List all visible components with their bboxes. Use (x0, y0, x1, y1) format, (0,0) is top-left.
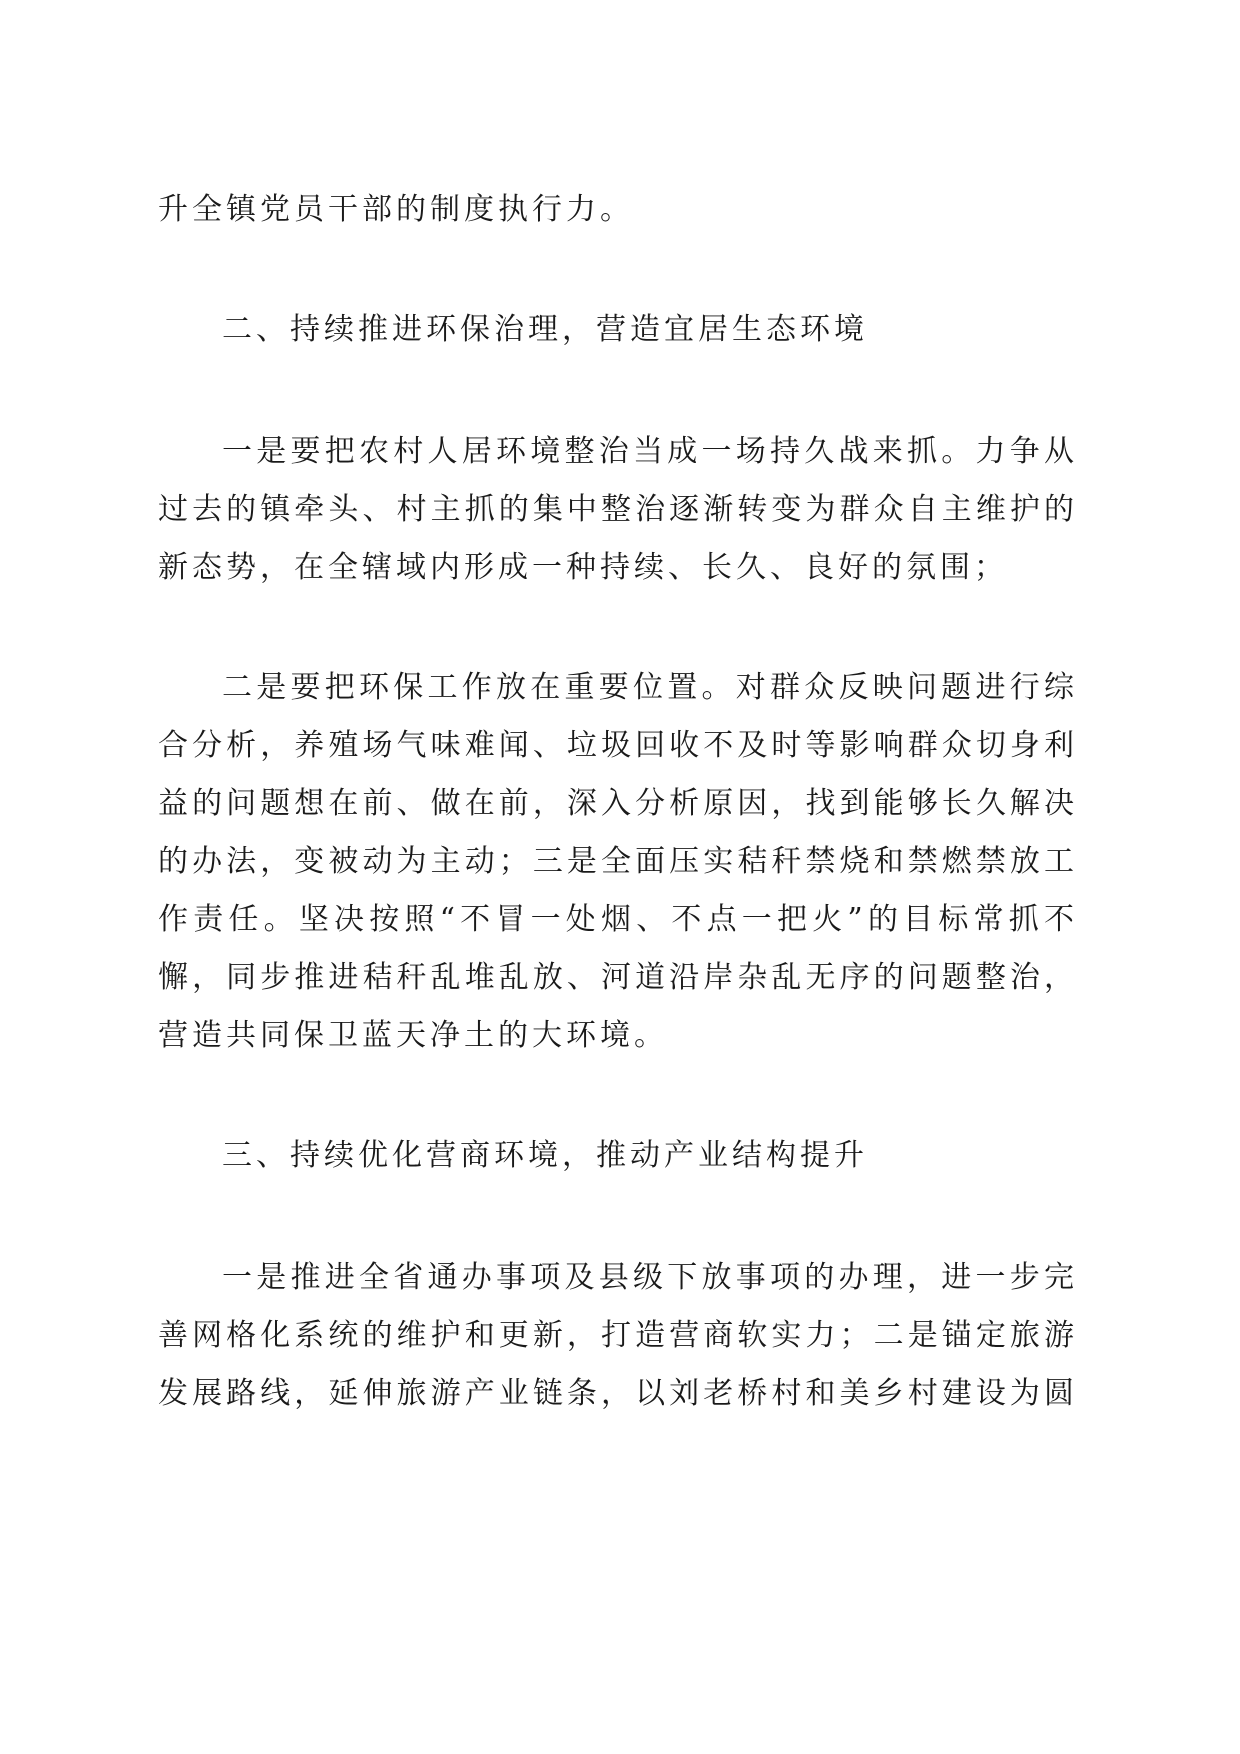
paragraph-3-line-1: 合分析，养殖场气味难闻、垃圾回收不及时等影响群众切身利 (158, 728, 1078, 763)
paragraph-0-line-0: 升全镇党员干部的制度执行力。 (158, 192, 634, 227)
section-heading-2: 二、持续推进环保治理，营造宜居生态环境 (222, 312, 868, 347)
paragraph-3-line-2: 益的问题想在前、做在前，深入分析原因，找到能够长久解决 (158, 786, 1078, 821)
paragraph-3-line-4: 作责任。坚决按照“不冒一处烟、不点一把火”的目标常抓不 (158, 902, 1078, 937)
section-heading-3: 三、持续优化营商环境，推动产业结构提升 (222, 1138, 868, 1173)
paragraph-3-line-0: 二是要把环保工作放在重要位置。对群众反映问题进行综 (222, 670, 1078, 705)
paragraph-2-line-1: 过去的镇牵头、村主抓的集中整治逐渐转变为群众自主维护的 (158, 492, 1078, 527)
paragraph-2-line-0: 一是要把农村人居环境整治当成一场持久战来抓。力争从 (222, 434, 1078, 469)
paragraph-5-line-1: 善网格化系统的维护和更新，打造营商软实力；二是锚定旅游 (158, 1318, 1078, 1353)
paragraph-3-line-5: 懈，同步推进秸秆乱堆乱放、河道沿岸杂乱无序的问题整治， (158, 960, 1078, 995)
paragraph-3-line-6: 营造共同保卫蓝天净土的大环境。 (158, 1018, 668, 1053)
paragraph-5-line-2: 发展路线，延伸旅游产业链条，以刘老桥村和美乡村建设为圆 (158, 1376, 1078, 1411)
paragraph-3-line-3: 的办法，变被动为主动；三是全面压实秸秆禁烧和禁燃禁放工 (158, 844, 1078, 879)
paragraph-5-line-0: 一是推进全省通办事项及县级下放事项的办理，进一步完 (222, 1260, 1078, 1295)
paragraph-2-line-2: 新态势，在全辖域内形成一种持续、长久、良好的氛围； (158, 550, 1008, 585)
